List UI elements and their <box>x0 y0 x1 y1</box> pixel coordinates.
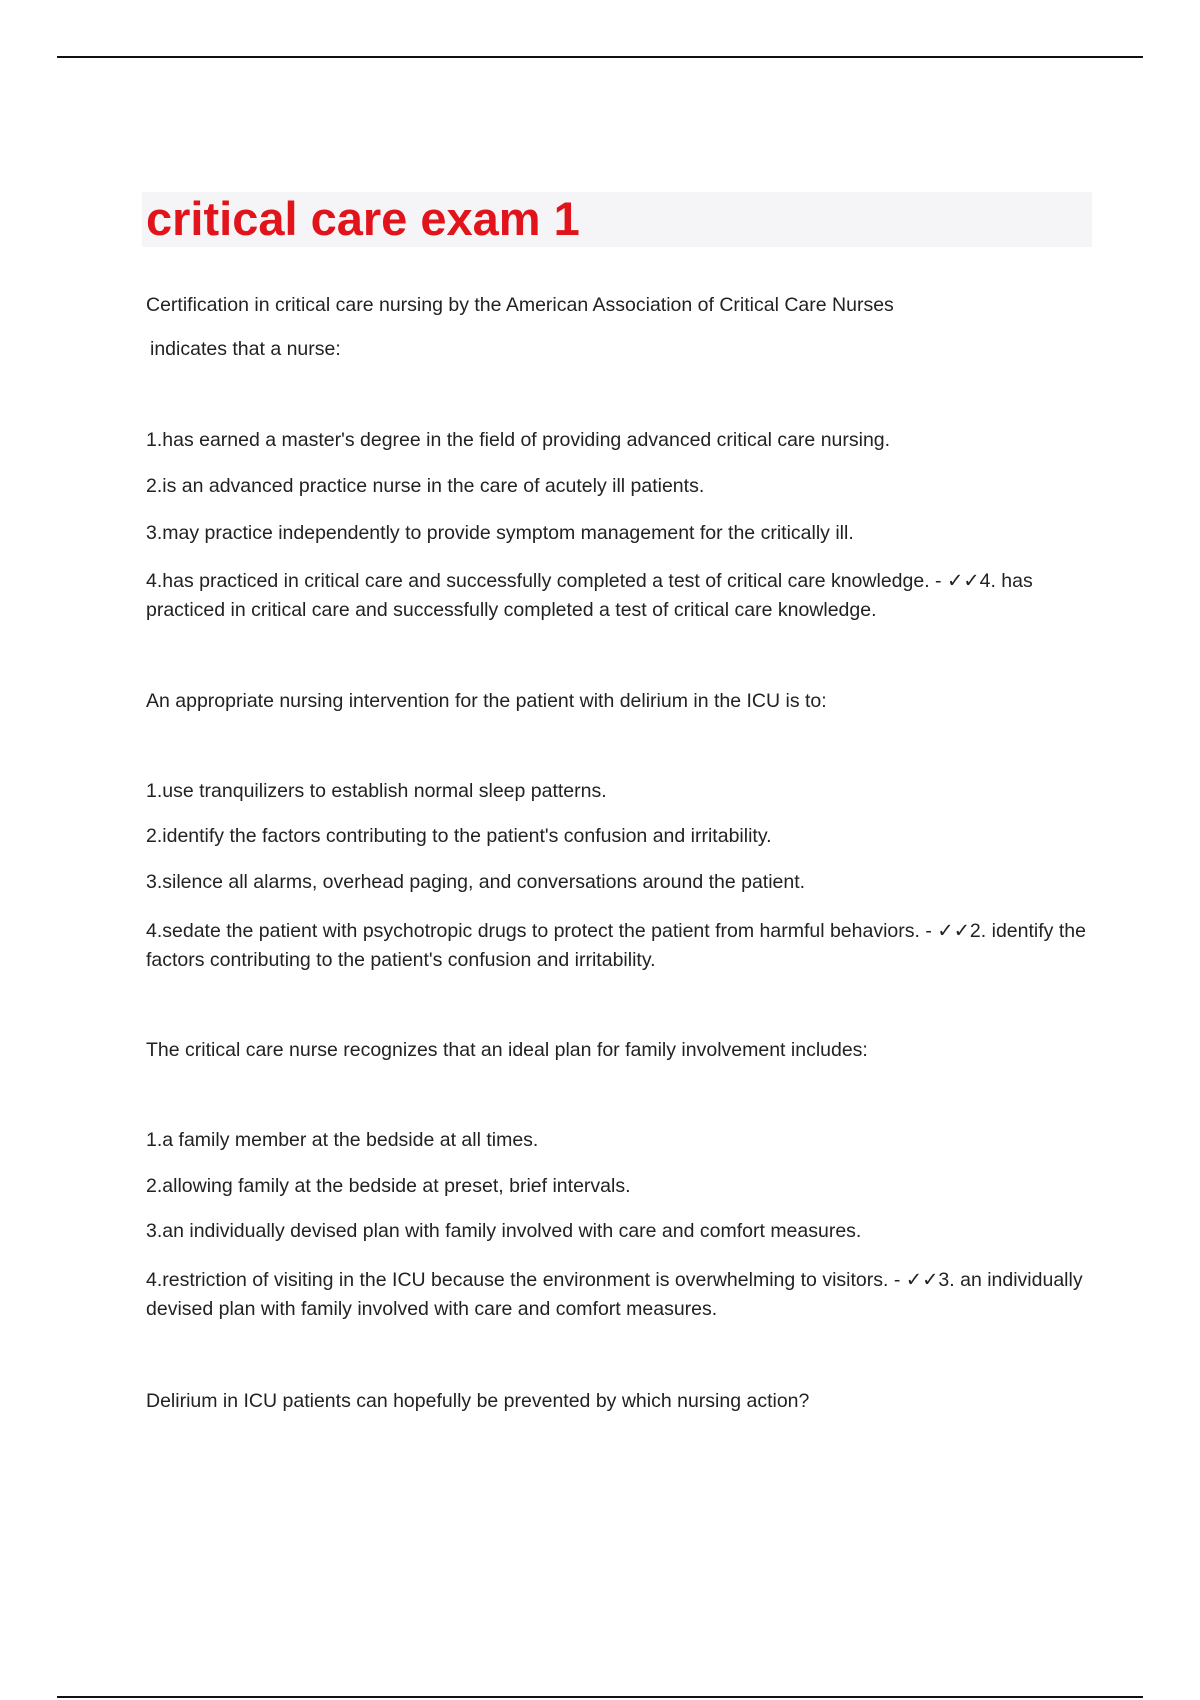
question-2-option-2: 2.identify the factors contributing to the patient's confusion and irritability. <box>146 825 772 847</box>
question-3-option-3: 3.an individually devised plan with family involved with care and comfort measures. <box>146 1220 862 1242</box>
question-1-option-1: 1.has earned a master's degree in the field of providing advanced critical care nursing. <box>146 429 891 451</box>
question-1-option-4-answer: 4.has practiced in critical care and successfully completed a test of critical care knowledge. - ✓✓4. has practiced in critical care and successfully completed a test of critical care knowledge. <box>146 570 1033 621</box>
question-4-stem: Delirium in ICU patients can hopefully be prevented by which nursing action? <box>146 1390 810 1412</box>
document-title: critical care exam 1 <box>146 192 580 245</box>
question-1-stem: Certification in critical care nursing by the American Association of Critical Care Nurses <box>146 294 894 316</box>
question-1-stem-continued: indicates that a nurse: <box>150 338 341 360</box>
question-3-option-1: 1.a family member at the bedside at all times. <box>146 1129 539 1151</box>
question-1-option-2: 2.is an advanced practice nurse in the care of acutely ill patients. <box>146 475 705 497</box>
question-2-stem: An appropriate nursing intervention for the patient with delirium in the ICU is to: <box>146 690 827 712</box>
question-3-option-4-answer: 4.restriction of visiting in the ICU because the environment is overwhelming to visitors. - ✓✓3. an individually devised plan with family involved with care and comfort measures. <box>146 1269 1083 1320</box>
question-3-stem: The critical care nurse recognizes that an ideal plan for family involvement includes: <box>146 1039 868 1061</box>
question-2-option-4-answer: 4.sedate the patient with psychotropic drugs to protect the patient from harmful behaviors. - ✓✓2. identify the factors contributing to the patient's confusion and irritability. <box>146 920 1086 971</box>
question-1-option-3: 3.may practice independently to provide symptom management for the critically ill. <box>146 522 854 544</box>
bottom-rule <box>57 1696 1143 1698</box>
question-3-option-2: 2.allowing family at the bedside at preset, brief intervals. <box>146 1175 631 1197</box>
question-2-option-3: 3.silence all alarms, overhead paging, and conversations around the patient. <box>146 871 806 893</box>
top-rule <box>57 56 1143 58</box>
question-2-option-1: 1.use tranquilizers to establish normal sleep patterns. <box>146 780 607 802</box>
